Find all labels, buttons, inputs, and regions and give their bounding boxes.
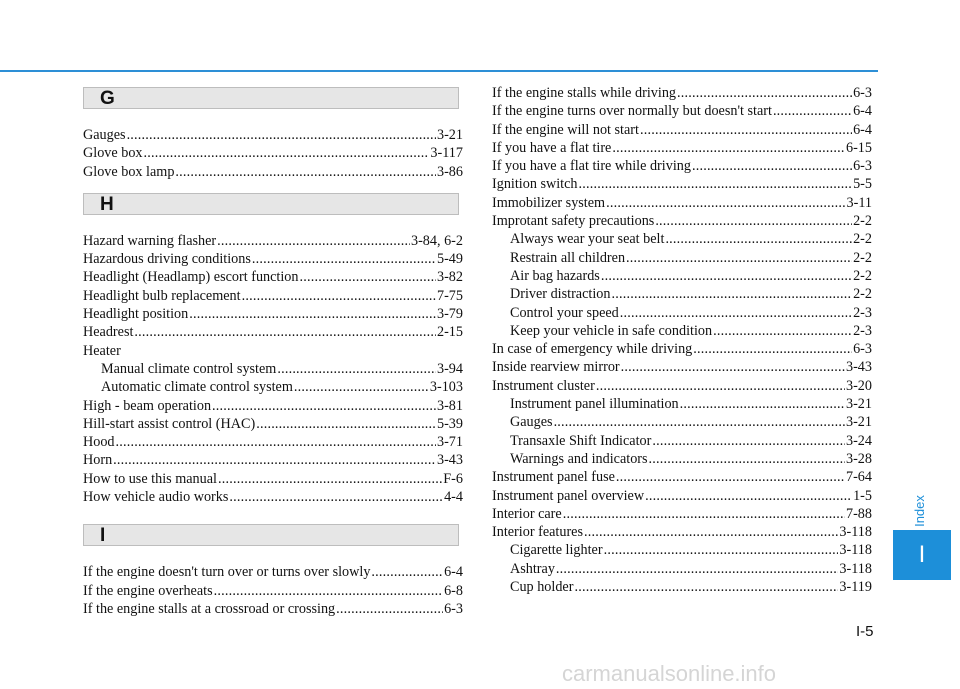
index-entry[interactable]	[492, 523, 872, 541]
entry-page: 4-4	[444, 489, 463, 506]
dot-leader	[300, 268, 436, 286]
dot-leader	[640, 121, 852, 139]
entry-title: If the engine stalls while driving	[492, 85, 677, 101]
dot-leader	[680, 395, 845, 413]
index-entry[interactable]	[492, 175, 872, 193]
index-entry[interactable]	[492, 413, 872, 431]
dot-leader	[554, 413, 845, 431]
index-entry[interactable]	[83, 144, 463, 162]
entry-title: High - beam operation	[83, 397, 212, 414]
dot-leader	[252, 250, 436, 268]
entry-title: Instrument panel fuse	[492, 469, 615, 486]
index-entry[interactable]	[83, 342, 463, 360]
dot-leader	[773, 102, 852, 120]
entry-title: Gauges	[83, 127, 126, 143]
dot-leader	[189, 305, 436, 323]
dot-leader	[134, 323, 436, 341]
dot-leader	[563, 505, 845, 523]
section-header-g: G	[83, 87, 459, 109]
index-entry[interactable]	[492, 358, 872, 376]
index-entry[interactable]	[83, 488, 463, 506]
dot-leader	[621, 358, 845, 376]
entry-title: Air bag hazards	[510, 267, 600, 284]
index-entry[interactable]	[83, 268, 463, 286]
entry-title: Warnings and indicators	[510, 450, 648, 467]
entry-title: Gauges	[510, 414, 553, 431]
entry-page: 7-75	[436, 287, 463, 304]
entry-page: 5-39	[436, 415, 463, 432]
dot-leader	[612, 139, 845, 157]
index-entry[interactable]	[83, 250, 463, 268]
index-list-i-continued	[492, 84, 872, 596]
entry-title: If you have a flat tire while driving	[492, 158, 691, 175]
index-entry[interactable]	[83, 232, 463, 250]
entry-title: If the engine doesn't turn over or turns over slowly	[83, 564, 371, 581]
dot-leader	[645, 487, 852, 505]
entry-page: 3-71	[436, 434, 463, 451]
entry-title: Restrain all children	[510, 249, 626, 266]
entry-page: 6-3	[444, 600, 463, 617]
index-entry[interactable]	[83, 582, 463, 600]
watermark: carmanualsonline.info	[562, 661, 777, 686]
entry-page: 3-43	[845, 359, 872, 376]
section-header-i: I	[83, 524, 459, 546]
dot-leader	[229, 488, 443, 506]
entry-page: 3-20	[845, 377, 872, 394]
dot-leader	[556, 560, 839, 578]
entry-title: Cigarette lighter	[510, 542, 603, 559]
entry-title: How to use this manual	[83, 470, 217, 487]
entry-title: Transaxle Shift Indicator	[510, 432, 652, 449]
entry-title: Hazard warning flasher	[83, 232, 217, 249]
index-entry[interactable]	[492, 212, 872, 230]
entry-page: 3-11	[846, 194, 872, 211]
index-column-right	[492, 84, 872, 596]
entry-page: 3-94	[436, 360, 463, 377]
index-entry[interactable]	[492, 560, 872, 578]
dot-leader	[611, 285, 852, 303]
entry-title: Ashtray	[510, 560, 555, 577]
index-entry[interactable]	[492, 304, 872, 322]
entry-title: Hazardous driving conditions	[83, 251, 251, 268]
dot-leader	[616, 468, 845, 486]
index-entry[interactable]	[492, 450, 872, 468]
index-entry[interactable]	[492, 468, 872, 486]
entry-page: 3-119	[839, 579, 872, 596]
dot-leader	[212, 397, 436, 415]
index-entry[interactable]	[83, 305, 463, 323]
dot-leader	[116, 433, 436, 451]
dot-leader	[655, 212, 852, 230]
entry-title: Interior features	[492, 524, 583, 541]
entry-page: 3-43	[436, 452, 463, 469]
index-entry[interactable]	[83, 600, 463, 618]
dot-leader	[217, 232, 410, 250]
entry-title: If you have a flat tire	[492, 139, 612, 156]
index-entry[interactable]	[83, 397, 463, 415]
entry-page: 2-2	[853, 267, 872, 284]
index-tab-letter[interactable]: I	[893, 530, 951, 580]
index-entry[interactable]	[492, 267, 872, 285]
entry-title: Glove box	[83, 145, 143, 162]
index-entry[interactable]	[83, 415, 463, 433]
index-entry[interactable]	[83, 563, 463, 581]
entry-title: Headlight (Headlamp) escort function	[83, 269, 299, 286]
dot-leader	[218, 470, 442, 488]
entry-page: 6-8	[444, 582, 463, 599]
entry-page: 3-28	[845, 450, 872, 467]
entry-page: 3-81	[436, 397, 463, 414]
index-entry[interactable]	[83, 451, 463, 469]
entry-page: 3-118	[839, 524, 872, 541]
index-entry[interactable]	[492, 102, 872, 120]
entry-title: Instrument panel illumination	[510, 396, 679, 413]
entry-title: Glove box lamp	[83, 163, 175, 180]
dot-leader	[584, 523, 838, 541]
index-entry[interactable]	[492, 157, 872, 175]
entry-title: Driver distraction	[510, 286, 611, 303]
entry-title: Improtant safety precautions	[492, 213, 655, 230]
entry-page: 2-2	[853, 213, 872, 230]
index-entry[interactable]	[492, 322, 872, 340]
entry-title: Cup holder	[510, 579, 574, 596]
entry-page: 6-15	[845, 139, 872, 156]
entry-title: If the engine stalls at a crossroad or crossing	[83, 600, 336, 617]
index-entry[interactable]	[492, 340, 872, 358]
entry-page: 6-4	[444, 564, 463, 581]
index-entry[interactable]	[492, 230, 872, 248]
entry-page: 3-21	[436, 127, 463, 143]
dot-leader	[620, 304, 852, 322]
dot-leader	[336, 600, 443, 618]
index-entry[interactable]	[492, 505, 872, 523]
dot-leader	[604, 541, 839, 559]
dot-leader	[665, 230, 852, 248]
entry-title: Headlight position	[83, 306, 189, 323]
index-entry[interactable]	[492, 194, 872, 212]
entry-title: If the engine will not start	[492, 121, 639, 138]
entry-page: 3-21	[845, 414, 872, 431]
dot-leader	[256, 415, 436, 433]
entry-page: 6-3	[853, 341, 872, 358]
dot-leader	[214, 582, 443, 600]
dot-leader	[294, 378, 429, 396]
dot-leader	[277, 360, 436, 378]
index-entry[interactable]	[492, 377, 872, 395]
dot-leader	[649, 450, 845, 468]
index-entry[interactable]	[83, 126, 463, 144]
entry-title: Immobilizer system	[492, 194, 606, 211]
index-entry[interactable]	[83, 287, 463, 305]
dot-leader	[626, 249, 852, 267]
index-entry[interactable]	[492, 121, 872, 139]
entry-page: 6-3	[853, 158, 872, 175]
entry-title: Horn	[83, 452, 113, 469]
dot-leader	[175, 163, 436, 181]
entry-title: If the engine overheats	[83, 582, 213, 599]
entry-page: 2-3	[853, 304, 872, 321]
index-entry[interactable]	[492, 487, 872, 505]
entry-page: 5-49	[436, 251, 463, 268]
entry-title: If the engine turns over normally but doesn't start	[492, 103, 772, 120]
index-entry[interactable]	[492, 249, 872, 267]
entry-page: 6-3	[853, 85, 872, 101]
entry-page: 3-21	[845, 396, 872, 413]
entry-title: Hood	[83, 434, 115, 451]
entry-page: 6-4	[853, 103, 872, 120]
entry-page: 6-4	[853, 121, 872, 138]
dot-leader	[601, 267, 852, 285]
entry-page: 5-5	[853, 176, 872, 193]
entry-page: 1-5	[853, 487, 872, 504]
dot-leader	[713, 322, 852, 340]
index-entry[interactable]	[83, 470, 463, 488]
entry-page: 3-79	[436, 306, 463, 323]
index-entry[interactable]	[492, 541, 872, 559]
page-number: I-5	[856, 623, 874, 640]
entry-title: Hill-start assist control (HAC)	[83, 415, 256, 432]
section-header-h: H	[83, 193, 459, 215]
entry-title: Manual climate control system	[101, 360, 277, 377]
index-entry[interactable]	[492, 285, 872, 303]
entry-page: 3-84, 6-2	[410, 232, 463, 249]
index-entry[interactable]	[83, 378, 463, 396]
index-tab-label: Index	[912, 495, 927, 527]
entry-page: 3-82	[436, 269, 463, 286]
dot-leader	[144, 144, 430, 162]
entry-page: 2-2	[853, 231, 872, 248]
entry-title: Keep your vehicle in safe condition	[510, 322, 713, 339]
entry-title: Ignition switch	[492, 176, 578, 193]
entry-title: Interior care	[492, 505, 562, 522]
dot-leader	[579, 175, 853, 193]
entry-page: 3-103	[429, 379, 463, 396]
index-entry[interactable]	[492, 395, 872, 413]
index-entry[interactable]	[492, 84, 872, 102]
index-entry[interactable]	[83, 360, 463, 378]
index-entry[interactable]	[83, 163, 463, 181]
dot-leader	[692, 157, 852, 175]
entry-page: 3-86	[436, 163, 463, 180]
entry-page: 7-64	[845, 469, 872, 486]
entry-page: 2-3	[853, 322, 872, 339]
entry-title: Automatic climate control system	[101, 379, 293, 396]
entry-title: Inside rearview mirror	[492, 359, 620, 376]
entry-page: 3-118	[839, 542, 872, 559]
dot-leader	[606, 194, 845, 212]
dot-leader	[574, 578, 838, 596]
entry-title: Control your speed	[510, 304, 619, 321]
dot-leader	[652, 432, 845, 450]
index-list-i	[83, 563, 463, 618]
entry-title: Headlight bulb replacement	[83, 287, 241, 304]
entry-page: 3-118	[839, 560, 872, 577]
entry-page: 3-117	[430, 145, 463, 162]
dot-leader	[127, 126, 436, 144]
index-list-h	[83, 232, 463, 506]
entry-page: 2-2	[853, 249, 872, 266]
index-column-left	[83, 87, 463, 618]
index-entry[interactable]	[83, 323, 463, 341]
dot-leader	[242, 287, 436, 305]
entry-title: In case of emergency while driving	[492, 341, 693, 358]
header-rule	[0, 70, 878, 72]
entry-title: Instrument panel overview	[492, 487, 645, 504]
index-entry[interactable]	[492, 139, 872, 157]
entry-title: Always wear your seat belt	[510, 231, 665, 248]
entry-page: 3-24	[845, 432, 872, 449]
entry-page: 2-2	[853, 286, 872, 303]
entry-page: F-6	[443, 470, 463, 487]
index-entry[interactable]	[492, 432, 872, 450]
dot-leader	[693, 340, 852, 358]
dot-leader	[596, 377, 845, 395]
dot-leader	[371, 563, 443, 581]
dot-leader	[677, 84, 852, 102]
dot-leader	[113, 451, 436, 469]
index-entry[interactable]	[83, 433, 463, 451]
entry-title: Headrest	[83, 324, 134, 341]
index-entry[interactable]	[492, 578, 872, 596]
entry-title: Heater	[83, 342, 121, 359]
entry-title: How vehicle audio works	[83, 489, 229, 506]
entry-title: Instrument cluster	[492, 377, 595, 394]
index-list-g	[83, 126, 463, 181]
entry-page: 7-88	[845, 505, 872, 522]
entry-page: 2-15	[436, 324, 463, 341]
